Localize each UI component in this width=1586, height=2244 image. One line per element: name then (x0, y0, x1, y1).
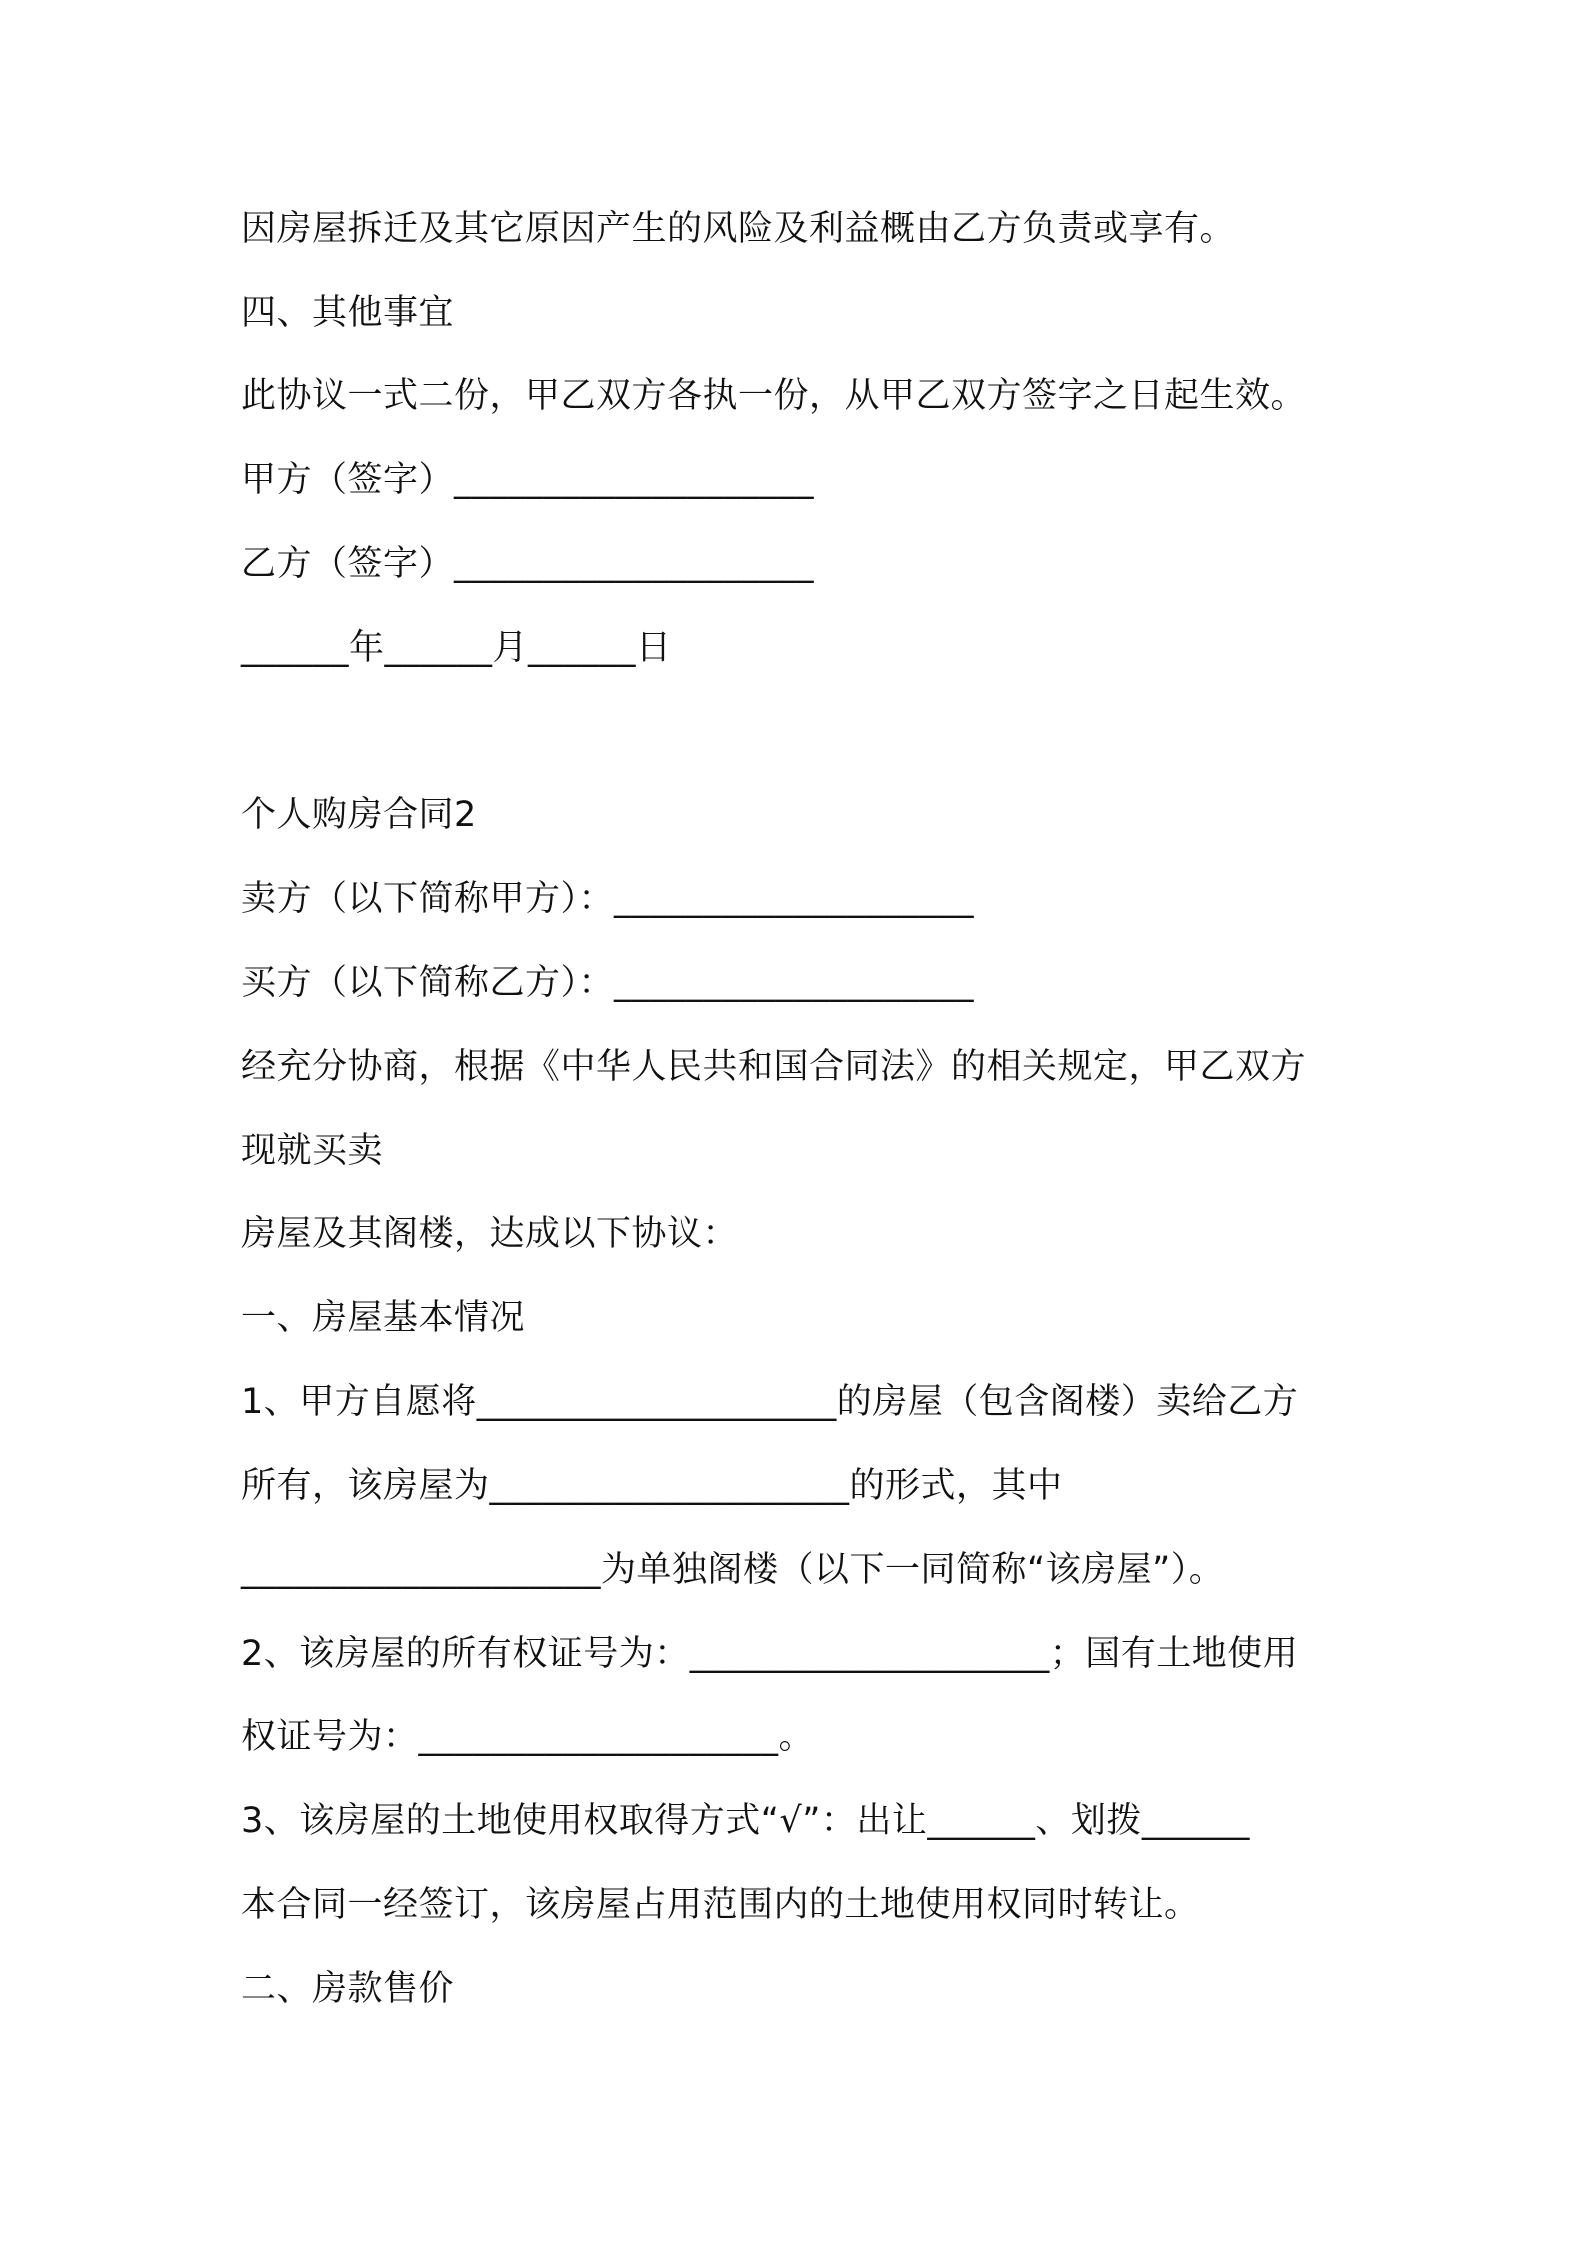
clause-3-line-1: 3、该房屋的土地使用权取得方式“√”：出让______、划拨______ (241, 1801, 1250, 1841)
contract-title: 个人购房合同2 (241, 795, 477, 835)
text-line-agreement: 房屋及其阁楼，达成以下协议： (241, 1214, 739, 1254)
text-line-negotiation: 经充分协商，根据《中华人民共和国合同法》的相关规定，甲乙双方 (241, 1047, 1307, 1087)
clause-1-line-1: 1、甲方自愿将____________________的房屋（包含阁楼）卖给乙方 (241, 1382, 1299, 1422)
seller-line: 卖方（以下简称甲方）：____________________ (241, 879, 975, 919)
clause-1-line-3: ____________________为单独阁楼（以下一同简称“该房屋”）。 (241, 1550, 1225, 1590)
heading-other-matters: 四、其他事宜 (241, 293, 455, 333)
text-line-copies: 此协议一式二份，甲乙双方各执一份，从甲乙双方签字之日起生效。 (241, 376, 1307, 416)
text-line-risk: 因房屋拆迁及其它原因产生的风险及利益概由乙方负责或享有。 (241, 209, 1236, 249)
text-line-sale: 现就买卖 (241, 1131, 384, 1171)
clause-2-line-1: 2、该房屋的所有权证号为：____________________；国有土地使用 (241, 1634, 1299, 1674)
heading-house-basics: 一、房屋基本情况 (241, 1298, 526, 1338)
heading-price: 二、房款售价 (241, 1969, 455, 2009)
date-line: ______年______月______日 (241, 628, 672, 668)
clause-3-line-2: 本合同一经签订，该房屋占用范围内的土地使用权同时转让。 (241, 1885, 1200, 1925)
party-b-signature-line: 乙方（签字）____________________ (241, 544, 815, 584)
clause-1-line-2: 所有，该房屋为____________________的形式，其中 (241, 1466, 1063, 1506)
buyer-line: 买方（以下简称乙方）：____________________ (241, 963, 975, 1003)
clause-2-line-2: 权证号为：____________________。 (241, 1717, 815, 1757)
party-a-signature-line: 甲方（签字）____________________ (241, 460, 815, 500)
